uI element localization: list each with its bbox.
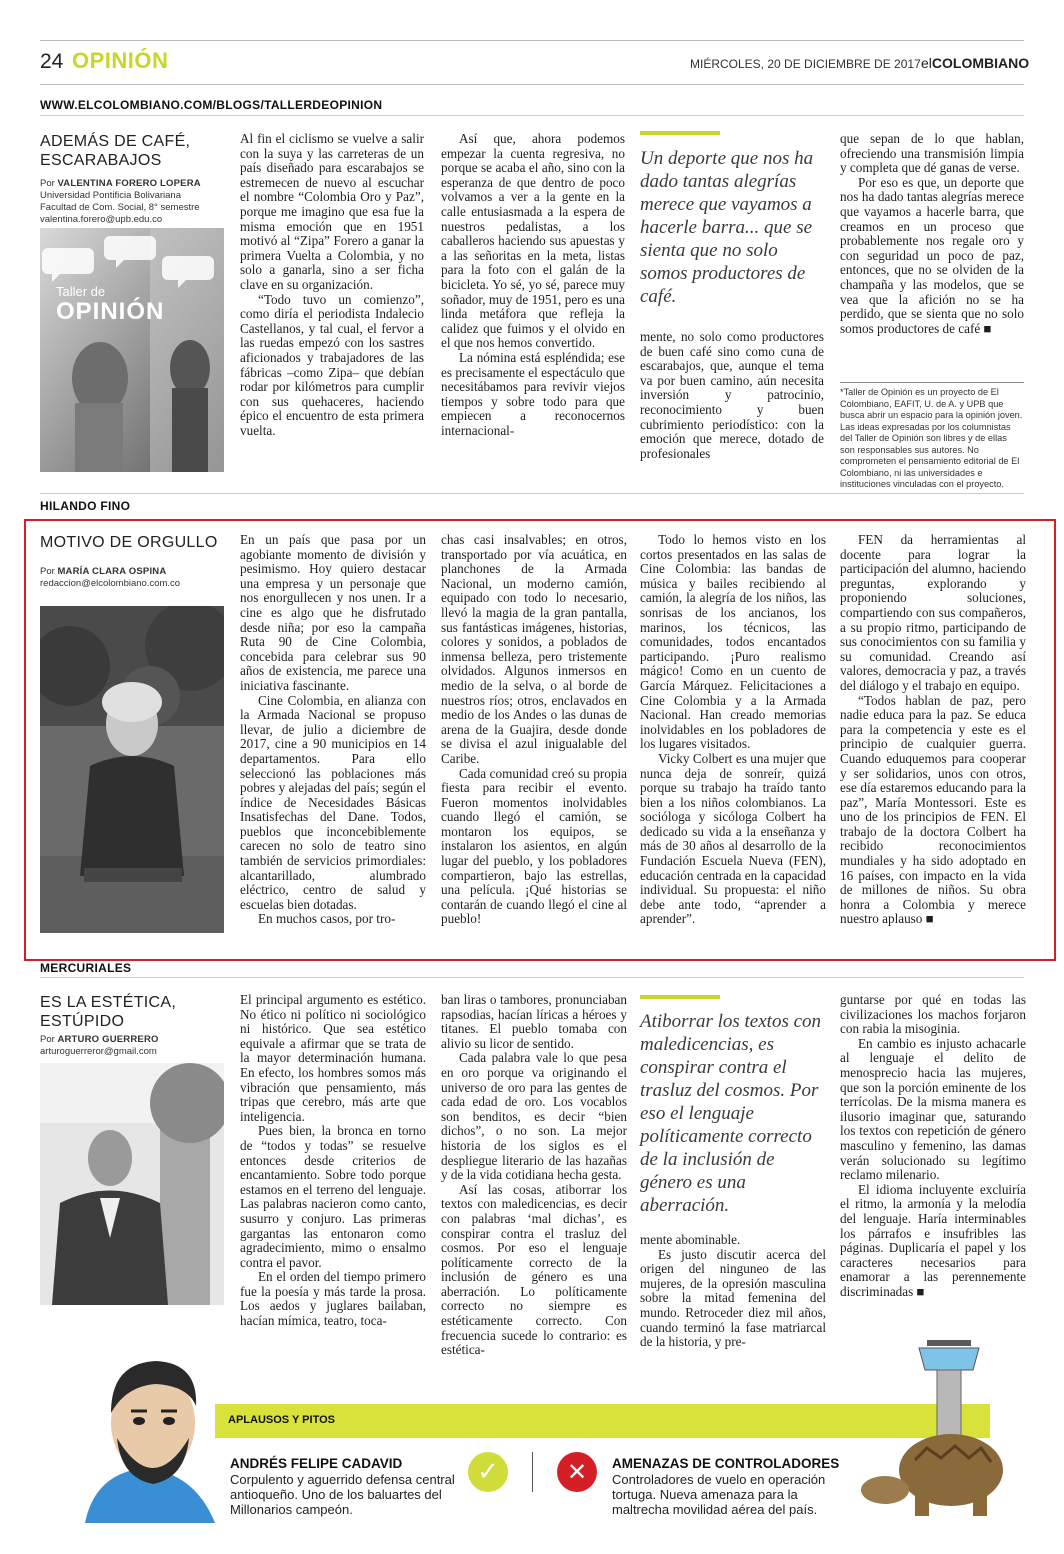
paragraph: guntarse por qué en todas las civilizaciones los machos forjaron con rabia la misoginia. <box>840 992 1026 1037</box>
byline-estetica <box>40 1034 235 1058</box>
section-rule <box>40 977 1024 978</box>
paragraph: El principal argumento es estético. No ético ni político ni sociológico ni histórico. Que sea estético equivale a afirmar que se trata de la mayor determinación humana. En efecto, los hombres somos más vibración que pensamiento, más tripas que cerebro, más arte que inteligencia. <box>240 992 426 1124</box>
author-email[interactable]: redaccion@elcolombiano.com.co <box>40 578 181 589</box>
article2-column-1 <box>240 533 426 927</box>
author-photo-ospina <box>40 606 224 933</box>
paragraph: chas casi insalvables; en otros, transportado por vía acuática, en planchones de la Armada Nacional, un moderno camión, equipado con todo lo necesario, llevó la magia de la gran pantalla, sus fantásticas imágenes, historias, colores y sonidos, a poblados de inmensa belleza, pero tristemente olvidados. Algunos inmersos en medio de la selva, o al borde de nuestros ríos; otros, enclavados en medio de los Andes o las dunas de arena de la Guajira, desde donde se divisa el azul inigualable del Caribe. <box>441 532 627 766</box>
paragraph: “Todo tuvo un comienzo”, como diría el periodista Indalecio Castellanos, y tal cual, el fervor a las ruedas empezó con los sastres aficionados y trabajadores de las fábricas –como Zipa– que debían rodar por kilómetros para cumplir con sus quehaceres, haciendo épico el encuentro de esta primera vuelta. <box>240 291 424 438</box>
author-affiliation: Universidad Pontificia Bolivariana <box>40 190 181 201</box>
paragraph: Vicky Colbert es una mujer que nunca deja de sonreír, quizá porque su trabajo ha traído tanto bien a los niños colombianos. La socióloga y sicóloga Colbert ha dedicado su vida a la enseñanza y más de 30 años al desarrollo de la Fundación Escuela Nueva (FEN), educación centrada en la capacidad individual. Su propuesta: el niño debe ante todo, “aprender a aprender”. <box>640 750 826 927</box>
article1-column-4 <box>840 132 1024 336</box>
author-name: VALENTINA FORERO LOPERA <box>57 178 201 189</box>
applause-good-text: Corpulento y aguerrido defensa central antioqueño. Uno de los baluartes del Millonarios campeón. <box>230 1472 455 1517</box>
applause-label: APLAUSOS Y PITOS <box>228 1414 335 1426</box>
photo-illustration <box>40 228 224 472</box>
paragraph: Cine Colombia, en alianza con la Armada Nacional se propuso llevar, de julio a diciembre de 2017, cine a 90 municipios en 14 departamentos. Para ello seleccionó las poblaciones más pobres y alejadas del país; según el índice de Necesidades Básicas Insatisfechas del Dane. Todos, pueblos que inconcebiblemente carecen no solo de teatro sino también de servicios primordiales: alcantarillado, alumbrado eléctrico, centro de salud y escuelas bien dotadas. <box>240 692 426 912</box>
paragraph: En un país que pasa por un agobiante momento de división y pesimismo. Hoy quiero destacar una empresa y un personaje que nos enorgullecen y nos unen. Ir a cine es algo que he disfrutado desde niña; por eso la campaña Ruta 90 de Cine Colombia, concebida para celebrar sus 90 años de existencia, me parece una iniciativa fascinante. <box>240 532 426 693</box>
by-prefix: Por <box>40 178 55 189</box>
paragraph: Es justo discutir acerca del origen del ninguneo de las mujeres, de la opresión masculina sobre la mitad femenina del mundo. Retroceder diez mil años, cuando terminó la fase matriarcal de la historia, y pre- <box>640 1246 826 1350</box>
author-affiliation: Facultad de Com. Social, 8° semestre <box>40 202 200 213</box>
paragraph: En muchos casos, por tro- <box>258 911 396 927</box>
paragraph: El idioma incluyente excluiría el ritmo, la armonía y la melodía del lenguaje. Haría interminables los párrafos e insufribles las páginas. Duplicaría el papel y los caracteres necesarios para enamorar a las perennemente discriminadas ■ <box>840 1181 1026 1299</box>
pull-quote-cafe: Un deporte que nos ha dado tantas alegrías merece que vayamos a hacerle barra... que se sienta que no solo somos productores de café. <box>640 148 814 307</box>
paragraph: mente abominable. <box>640 1232 741 1247</box>
paragraph: Por eso es que, un deporte que nos ha dado tantas alegrías merece que vayamos a hacerle barra, que creamos en un proceso que probablemente nos regale oro y con seguridad un poco de paz, entonces, que no se olviden de la champaña y las modelos, que se vea que la afición no se ha perdido, que se sienta que no solo somos productores de café ■ <box>840 174 1024 336</box>
portrait-illustration <box>40 1063 224 1305</box>
pull-quote-estetica: Atiborrar los textos con maledicencias, es conspirar contra el trasluz del cosmos. Por eso el lenguaje políticamente correcto de la inclusión de género es una aberración. <box>640 1011 822 1216</box>
author-name: MARÍA CLARA OSPINA <box>57 566 167 577</box>
brand-name: COLOMBIANO <box>931 55 1030 71</box>
paragraph: Pues bien, la bronca en torno de “todos y todas” se resuelve entonces desde criterios de encantamiento. Sobre todo porque estamos en el terreno del lenguaje. Las palabras nacieron como canto, susurro y conjuro. Las primeras gargantas las entonaron como agradecimiento, mimo o ensalmo contra el pavor. <box>240 1123 426 1270</box>
byline-cafe <box>40 178 235 226</box>
paragraph: ban liras o tambores, pronunciaban rapsodias, hacían líricas a héroes y titanes. El pueblo tomaba con alivio su licor de sentido. <box>441 992 627 1051</box>
caricature-cadavid <box>75 1353 225 1523</box>
title-line: ESCARABAJOS <box>40 152 162 169</box>
article2-column-2 <box>441 533 627 927</box>
section-rule <box>40 493 1024 494</box>
article3-column-4 <box>840 993 1026 1299</box>
paragraph: Así que, ahora podemos empezar la cuenta regresiva, no porque se acaba el año, sino con la esperanza de que dentro de poco volvamos a ver a la gente en la calle entusiasmada a la espera de nuestros pedalistas, a los caballeros haciendo sus apuestas y a las señoritas en la meta, listas para la foto con el galán de la bicicleta. Yo sé, yo sé, parece muy soñador, muy de 1951, pero es una linda metáfora que refleja la calidez que fuimos y el olvido en el que nos hemos convertido. <box>441 131 625 351</box>
paragraph: Cada comunidad creó su propia fiesta para recibir el evento. Fueron momentos inolvidables cuando llegó el camión, se montaron los equipos, se instalaron los asientos, en algún lugar del pueblo, y los pobladores compartieron, bajo las estrellas, una película. ¡Qué historias se contarán de cuando llegó el cine al pueblo! <box>441 765 627 927</box>
paragraph: Todo lo hemos visto en los cortos presentados en las salas de Cine Colombia: las bandas de música y bailes recibiendo al camión, la alegría de los niños, las sonrisas de los ancianos, los marinos, los técnicos, las comunidades, todos encantados participando. ¡Puro realismo mágico! Como en un cuento de García Márquez. Felicitaciones a Cine Colombia y a la Armada Nacional. Han creado memorias inolvidables en los pobladores de los lugares visitados. <box>640 532 826 752</box>
byline-orgullo <box>40 566 235 590</box>
applause-bad-text: Controladores de vuelo en operación tortuga. Nueva amenaza para la maltrecha movilidad aérea del país. <box>612 1472 826 1517</box>
portrait-illustration <box>40 606 224 933</box>
title-line: ES LA ESTÉTICA, <box>40 994 177 1011</box>
paragraph: que sepan de lo que hablan, ofreciendo una transmisión limpia y completa que dé ganas de verse. <box>840 131 1024 176</box>
header-rule <box>40 84 1024 85</box>
taller-de-opinion-photo <box>40 228 224 472</box>
column-kicker-mercuriales: MERCURIALES <box>40 961 132 975</box>
paragraph: Así las cosas, atiborrar los textos con maledicencias, es decir con palabras ‘mal dichas’, es conspirar contra el trasluz del cosmos. Por eso el lenguaje políticamente correcto de la inclusión de género es una aberración. Lo políticamente correcto no siempre es estéticamente correcto. Con frecuencia sucede lo contrario: es estética- <box>441 1181 627 1358</box>
author-email[interactable]: arturoguerreror@gmail.com <box>40 1046 157 1057</box>
paragraph: “Todos hablan de paz, pero nadie educa para la paz. Se educa para la competencia y este es el principio de cualquier guerra. Cuando eduquemos para cooperar y ser solidarios, unos con otros, ese día estaremos educando para la paz”, María Montessori. Este es uno de los principios de FEN. El trabajo de la doctora Colbert ha recibido reconocimientos mundiales y ha sido adoptado en 16 países, con impacto en la vida de millones de niños. Su obra honra a Colombia y merece nuestro aplauso ■ <box>840 692 1026 927</box>
cross-icon: ✕ <box>557 1452 597 1492</box>
paragraph: FEN da herramientas al docente para lograr la participación del alumno, haciendo preguntas, explorando y proponiendo soluciones, compartiendo con sus compañeros, a su propio ritmo, participando de sus conocimientos con su familia y su comunidad. Creando así valores, democracia y paz, a través del diálogo y el trabajo en equipo. <box>840 532 1026 693</box>
article2-column-4 <box>840 533 1026 927</box>
page-number: 24 <box>40 50 64 73</box>
applause-good-name: ANDRÉS FELIPE CADAVID <box>230 1456 403 1471</box>
editorial-note: *Taller de Opinión es un proyecto de El Colombiano, EAFIT, U. de A. y UPB que busca abrir un espacio para la opinión joven. Las ideas expresadas por los columnistas del Taller de Opinión son libres y de ellas son responsables sus autores. No comprometen el pensamiento editorial de El Colombiano, ni las universidades e instituciones vinculadas con el proyecto. <box>840 387 1023 489</box>
brand-prefix: el <box>921 55 932 71</box>
article3-column-3 <box>640 1233 826 1350</box>
author-name: ARTURO GUERRERO <box>57 1034 159 1045</box>
by-prefix: Por <box>40 1034 55 1045</box>
check-icon: ✓ <box>468 1452 508 1492</box>
article2-column-3 <box>640 533 826 927</box>
quote-accent-bar <box>640 995 720 999</box>
article3-column-1 <box>240 993 426 1329</box>
article-title-cafe <box>40 132 230 170</box>
applause-divider <box>532 1452 533 1492</box>
title-line: ESTÚPIDO <box>40 1013 125 1030</box>
photo-caption-small: Taller de <box>56 284 106 299</box>
article1-column-3 <box>640 330 824 461</box>
article3-column-2 <box>441 993 627 1358</box>
title-line: ADEMÁS DE CAFÉ, <box>40 133 191 150</box>
paragraph: En el orden del tiempo primero fue la poesía y más tarde la prosa. Los aedos y juglares bailaban, hacían mímica, teatro, toca- <box>240 1269 426 1329</box>
url-rule <box>40 115 1024 116</box>
author-email[interactable]: valentina.forero@upb.edu.co <box>40 214 163 225</box>
paragraph: La nómina está espléndida; ese es precisamente el espectáculo que necesitábamos para revivir viejos tiempos y sobre todo para que empiecen a reconocernos internacional- <box>441 349 625 438</box>
photo-caption-big: OPINIÓN <box>56 298 165 325</box>
article1-column-2 <box>441 132 625 438</box>
blog-url-link[interactable]: WWW.ELCOLOMBIANO.COM/BLOGS/TALLERDEOPINION <box>40 98 383 112</box>
by-prefix: Por <box>40 566 55 577</box>
caricature-control-tower-tortoise <box>855 1340 1025 1520</box>
issue-date: MIÉRCOLES, 20 DE DICIEMBRE DE 2017 <box>690 57 921 71</box>
applause-bad-name: AMENAZAS DE CONTROLADORES <box>612 1456 840 1471</box>
section-title: OPINIÓN <box>72 48 169 73</box>
column-kicker-hilando-fino: HILANDO FINO <box>40 499 131 513</box>
top-rule <box>40 40 1024 41</box>
paragraph: En cambio es injusto achacarle al lenguaje el delito de menosprecio hacia las mujeres, que son la porción eminente de los terrícolas. De la misma manera es ilusorio imaginar que, saturando los textos con repetición de género masculino y femenino, las damas verán solucionado su legítimo reclamo milenario. <box>840 1035 1026 1183</box>
quote-accent-bar <box>640 131 720 135</box>
masthead-logo[interactable] <box>921 55 1029 71</box>
paragraph: mente, no solo como productores de buen café sino como cuna de escarabajos, que, aunque el tema va por buen camino, aún necesita inversión y patrocinio, reconocimiento y buen cubrimiento periodístico: con la emoción que merece, dotado de profesionales <box>640 329 824 461</box>
note-rule <box>840 382 1024 383</box>
paragraph: Cada palabra vale lo que pesa en oro porque va originando el universo de oro para las gentes de cada edad de oro. Los vocablos son benditos, es decir “bien dichos”, o no son. La mejor historia de los siglos es el despliegue literario de las hazañas y de la vida cotidiana hecha gesta. <box>441 1050 627 1183</box>
article-title-estetica <box>40 993 230 1031</box>
paragraph: Al fin el ciclismo se vuelve a salir con la suya y las carreteras de un país diseñado para escarabajos se estremecen de nuevo al escuchar el nombre “Colombia Oro y Paz”, porque me imagino que esa fue la misma emoción que en 1951 motivó al “Zipa” Forero a ganar la primera Vuelta a Colombia, y no solo a ganarla, sino a ser ficha clave en su organización. <box>240 131 424 292</box>
article1-column-1 <box>240 132 424 438</box>
article-title-orgullo: MOTIVO DE ORGULLO <box>40 534 218 551</box>
author-photo-guerrero <box>40 1063 224 1305</box>
